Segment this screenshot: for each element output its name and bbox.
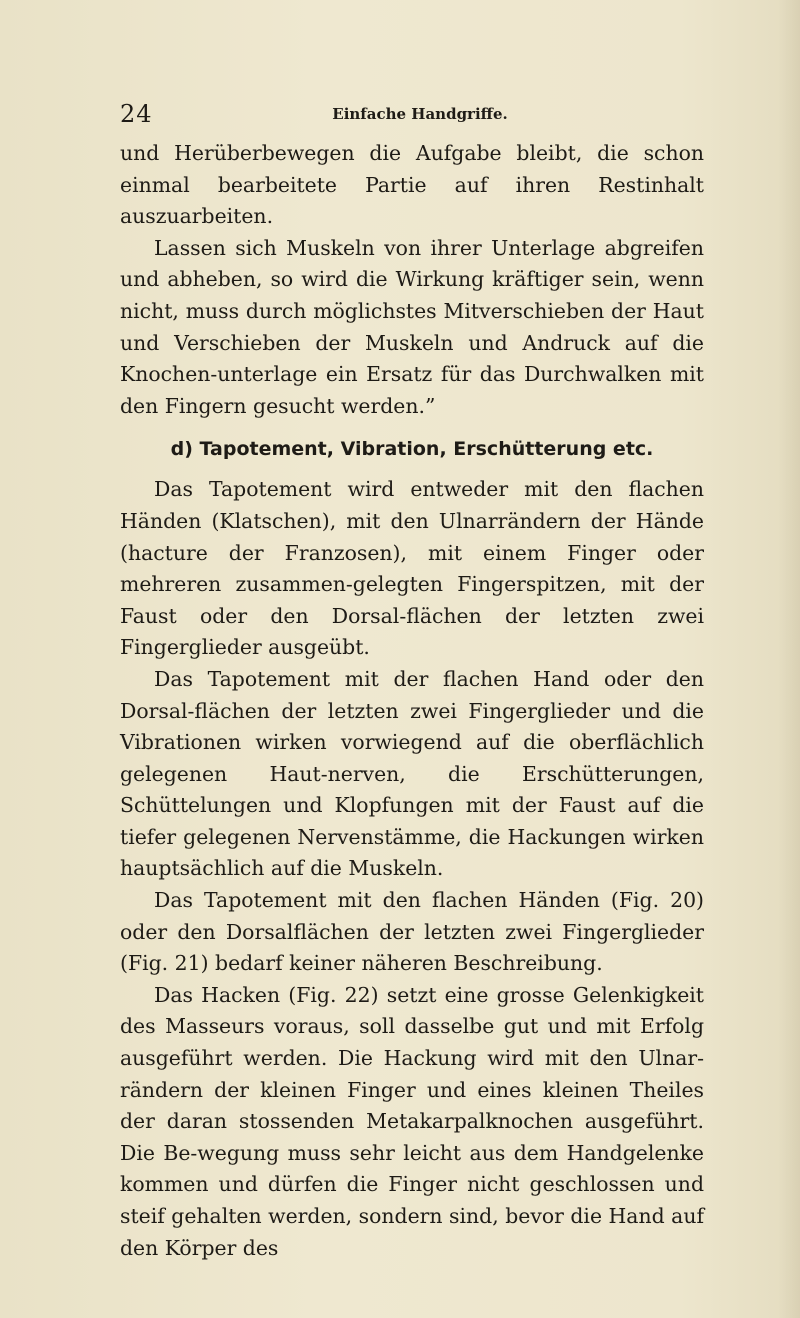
paragraph-tapotement-methods: Das Tapotement wird entweder mit den flachen Händen (Klatschen), mit den Ulnarrändern der Hände (hacture der Franzosen), mit einem Finger oder mehreren zusammen-gelegten Fingerspitzen, mit der Faust oder den Dorsal-flächen der letzten zwei Fingerglieder ausgeübt. [120, 477, 704, 660]
paragraph-tapotement-effects: Das Tapotement mit der flachen Hand oder den Dorsal-flächen der letzten zwei Fingerglieder und die Vibrationen wirken vorwiegend auf die oberflächlich gelegenen Haut-nerven, die Erschütterungen, Schüttelungen und Klopfungen mit der Faust auf die tiefer gelegenen Nervenstämme, die Hackungen wirken hauptsächlich auf die Muskeln. [120, 666, 704, 881]
body-text [120, 138, 704, 1264]
page-number: 24 [120, 100, 153, 128]
paragraph-tapotement-figures: Das Tapotement mit den flachen Händen (Fig. 20) oder den Dorsalflächen der letzten zwei Fingerglieder (Fig. 21) bedarf keiner näheren Beschreibung. [120, 888, 704, 976]
section-heading: d) Tapotement, Vibration, Erschütterung etc. [170, 438, 654, 461]
running-head [120, 99, 700, 129]
paragraph-hacken: Das Hacken (Fig. 22) setzt eine grosse Gelenkigkeit des Masseurs voraus, soll dasselbe gut und mit Erfolg ausgeführt werden. Die Hackung wird mit den Ulnar-rändern der kleinen Finger und eines kleinen Theiles der daran stossenden Metakarpalknochen ausgeführt. Die Be-wegung muss sehr leicht aus dem Handgelenke kommen und dürfen die Finger nicht geschlossen und steif gehalten werden, sondern sind, bevor die Hand auf den Körper des [120, 982, 704, 1260]
page-edge-shading [778, 0, 800, 1318]
running-title: Einfache Handgriffe. [332, 105, 508, 123]
paragraph-continuation: und Herüberbewegen die Aufgabe bleibt, die schon einmal bearbeitete Partie auf ihren Restinhalt auszuarbeiten. [120, 141, 704, 229]
paragraph-muskeln: Lassen sich Muskeln von ihrer Unterlage abgreifen und abheben, so wird die Wirkung kräftiger sein, wenn nicht, muss durch möglichstes Mitverschieben der Haut und Verschieben der Muskeln und Andruck auf die Knochen-unterlage ein Ersatz für das Durchwalken mit den Fingern gesucht werden.” [120, 235, 704, 418]
